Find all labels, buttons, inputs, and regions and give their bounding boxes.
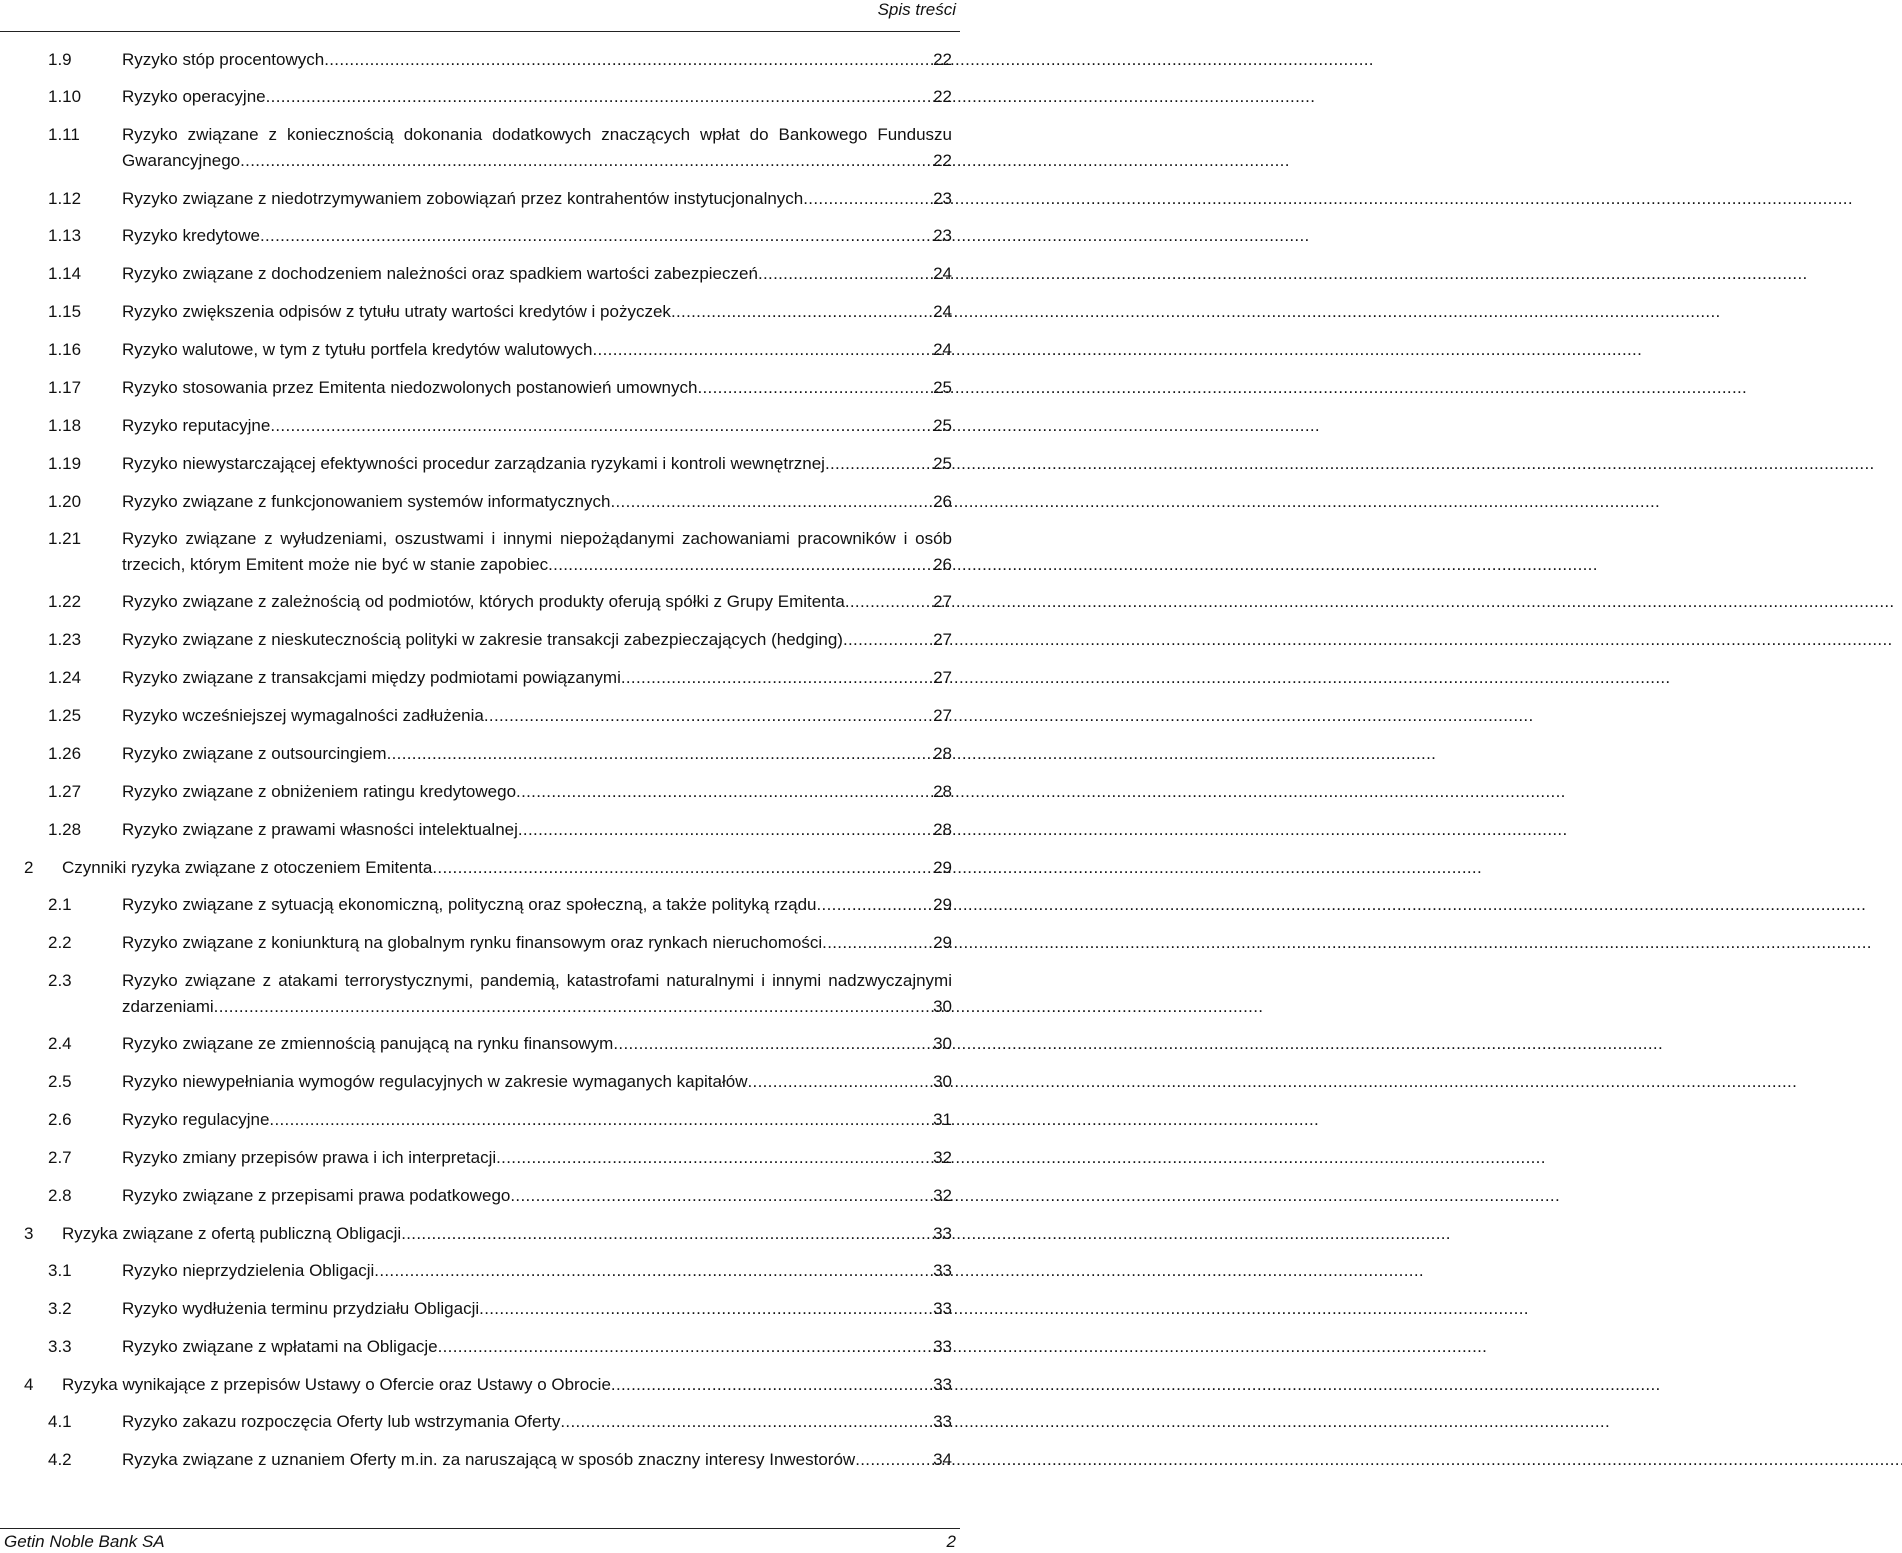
toc-entry-page: 33 bbox=[933, 1261, 952, 1280]
toc-entry-body bbox=[122, 589, 952, 615]
toc-entry-body bbox=[122, 186, 952, 212]
toc-leader-dots bbox=[758, 261, 931, 287]
toc-entry-number: 1.16 bbox=[48, 340, 82, 359]
toc-entry-body bbox=[122, 299, 952, 325]
toc-leader-dots bbox=[843, 627, 931, 653]
toc-leader-dots bbox=[560, 1409, 931, 1435]
toc-entry-title: Ryzyko nieprzydzielenia Obligacji bbox=[122, 1261, 375, 1280]
toc-leader-dots bbox=[269, 1107, 931, 1133]
toc-leader-dots bbox=[324, 47, 931, 73]
toc-entry-body bbox=[122, 930, 952, 956]
toc-leader-dots bbox=[613, 1031, 931, 1057]
page-header-title: Spis treści bbox=[877, 0, 956, 19]
toc-entry-title: Ryzyko związane z obniżeniem ratingu kredytowego bbox=[122, 782, 517, 801]
toc-entry-page: 27 bbox=[933, 630, 952, 649]
toc-entry-page: 32 bbox=[933, 1186, 952, 1205]
toc-entry-number: 1.24 bbox=[48, 668, 82, 687]
toc-entry-title: Ryzyko niewypełniania wymogów regulacyjnych w zakresie wymaganych kapitałów bbox=[122, 1072, 748, 1091]
toc-entry-title: Ryzyko związane z nieskutecznością polityki w zakresie transakcji zabezpieczających (hedging) bbox=[122, 630, 843, 649]
toc-leader-dots bbox=[518, 817, 931, 843]
toc-entry-title: Ryzyko związane z outsourcingiem bbox=[122, 744, 387, 763]
toc-entry-body bbox=[122, 489, 952, 515]
toc-entry-page: 25 bbox=[933, 378, 952, 397]
toc-entry-number: 2.4 bbox=[48, 1034, 72, 1053]
toc-entry-title: zdarzeniami bbox=[122, 996, 214, 1016]
toc-entry-number: 1.23 bbox=[48, 630, 82, 649]
toc-entry-title: Ryzyko związane ze zmiennością panującą na rynku finansowym bbox=[122, 1034, 614, 1053]
toc-entry-title: Ryzyko związane z prawami własności intelektualnej bbox=[122, 820, 518, 839]
toc-entry-number: 1.11 bbox=[48, 125, 80, 144]
toc-entry-title-line: Ryzyko związane z atakami terrorystycznymi, pandemią, katastrofami naturalnymi i innymi nadzwyczajnymi bbox=[122, 971, 952, 990]
toc-entry-number: 1.17 bbox=[48, 378, 82, 397]
toc-entry-page: 24 bbox=[933, 340, 952, 359]
toc-entry-number: 2.8 bbox=[48, 1186, 72, 1205]
toc-entry-body bbox=[122, 1183, 952, 1209]
toc-entry-title: Ryzyko związane z koniunkturą na globalnym rynku finansowym oraz rynkach nieruchomości bbox=[122, 933, 823, 952]
toc-entry-number: 1.12 bbox=[48, 189, 82, 208]
toc-entry-number: 1.25 bbox=[48, 706, 82, 725]
toc-leader-dots bbox=[240, 148, 931, 174]
toc-entry-title: Ryzyka wynikające z przepisów Ustawy o Ofercie oraz Ustawy o Obrocie bbox=[62, 1375, 611, 1394]
toc-entry-page: 33 bbox=[933, 1412, 952, 1431]
toc-entry-title: Ryzyka związane z uznaniem Oferty m.in. za naruszającą w sposób znaczny interesy Inwestorów bbox=[122, 1450, 856, 1469]
toc-entry-body bbox=[122, 741, 952, 767]
toc-entry-page: 28 bbox=[933, 744, 952, 763]
toc-entry-page: 25 bbox=[933, 416, 952, 435]
toc-entry-body bbox=[122, 1447, 952, 1473]
toc-entry-number: 1.10 bbox=[48, 87, 82, 106]
toc-entry-title: Ryzyko związane z niedotrzymywaniem zobowiązań przez kontrahentów instytucjonalnych bbox=[122, 189, 804, 208]
toc-entry-page: 30 bbox=[933, 1072, 952, 1091]
toc-entry-body bbox=[122, 375, 952, 401]
toc-entry-number: 2.2 bbox=[48, 933, 72, 952]
toc-entry-number: 1.28 bbox=[48, 820, 82, 839]
footer-divider bbox=[0, 1528, 960, 1529]
toc-entry-title: Ryzyko stosowania przez Emitenta niedozwolonych postanowień umownych bbox=[122, 378, 698, 397]
toc-entry-title: Czynniki ryzyka związane z otoczeniem Emitenta bbox=[62, 858, 433, 877]
toc-leader-dots bbox=[817, 892, 932, 918]
toc-leader-dots bbox=[621, 665, 931, 691]
toc-entry-number: 3.1 bbox=[48, 1261, 72, 1280]
toc-entry-page: 26 bbox=[933, 554, 952, 574]
toc-entry-number: 1.19 bbox=[48, 454, 82, 473]
toc-entry-number: 3.2 bbox=[48, 1299, 72, 1318]
toc-leader-dots bbox=[825, 451, 931, 477]
footer-company: Getin Noble Bank SA bbox=[4, 1532, 165, 1551]
toc-entry-page: 34 bbox=[933, 1450, 952, 1469]
toc-entry-title: Ryzyko walutowe, w tym z tytułu portfela kredytów walutowych bbox=[122, 340, 593, 359]
toc-entry-page: 33 bbox=[933, 1224, 952, 1243]
toc-entry-page: 27 bbox=[933, 592, 952, 611]
toc-leader-dots bbox=[438, 1334, 931, 1360]
toc-entry-body bbox=[122, 779, 952, 805]
toc-entry-page: 24 bbox=[933, 264, 952, 283]
toc-entry-number: 3 bbox=[24, 1224, 34, 1243]
toc-entry-body bbox=[122, 892, 952, 918]
toc-entry-title: Ryzyka związane z ofertą publiczną Obligacji bbox=[62, 1224, 402, 1243]
toc-entry-number: 1.14 bbox=[48, 264, 82, 283]
toc-entry-body bbox=[62, 855, 952, 881]
toc-entry-title: Ryzyko stóp procentowych bbox=[122, 50, 325, 69]
toc-entry-title: Ryzyko wydłużenia terminu przydziału Obligacji bbox=[122, 1299, 480, 1318]
toc-entry-body bbox=[122, 1409, 952, 1435]
toc-entry-body bbox=[122, 223, 952, 249]
toc-leader-dots bbox=[516, 779, 931, 805]
toc-entry-number: 2.5 bbox=[48, 1072, 72, 1091]
toc-entry-body bbox=[122, 413, 952, 439]
toc-entry-title: Ryzyko zakazu rozpoczęcia Oferty lub wstrzymania Oferty bbox=[122, 1412, 561, 1431]
toc-entry-title: Ryzyko operacyjne bbox=[122, 87, 266, 106]
toc-leader-dots bbox=[510, 1183, 931, 1209]
toc-leader-dots bbox=[845, 589, 931, 615]
toc-entry-number: 1.22 bbox=[48, 592, 82, 611]
toc-entry-title: trzecich, którym Emitent może nie być w stanie zapobiec bbox=[122, 554, 549, 574]
toc-leader-dots bbox=[214, 994, 931, 1020]
toc-entry-number: 1.18 bbox=[48, 416, 82, 435]
toc-entry-title: Ryzyko związane z wpłatami na Obligacje bbox=[122, 1337, 438, 1356]
toc-entry-title: Ryzyko związane z przepisami prawa podatkowego bbox=[122, 1186, 511, 1205]
toc-entry-number: 2.7 bbox=[48, 1148, 72, 1167]
toc-entry-title: Ryzyko kredytowe bbox=[122, 226, 260, 245]
toc-leader-dots bbox=[270, 413, 931, 439]
toc-entry-body bbox=[122, 1258, 952, 1284]
toc-entry-number: 2 bbox=[24, 858, 34, 877]
toc-leader-dots bbox=[593, 337, 932, 363]
toc-entry-number: 4.2 bbox=[48, 1450, 72, 1469]
toc-entry-page: 33 bbox=[933, 1299, 952, 1318]
toc-entry-page: 25 bbox=[933, 454, 952, 473]
toc-entry-page: 23 bbox=[933, 226, 952, 245]
toc-entry-page: 33 bbox=[933, 1375, 952, 1394]
toc-entry-title: Ryzyko związane z dochodzeniem należności oraz spadkiem wartości zabezpieczeń bbox=[122, 264, 758, 283]
toc-entry-page: 27 bbox=[933, 668, 952, 687]
toc-entry-page: 23 bbox=[933, 189, 952, 208]
toc-entry-number: 2.3 bbox=[48, 971, 72, 990]
toc-leader-dots bbox=[748, 1069, 932, 1095]
toc-entry-body bbox=[122, 1031, 952, 1057]
toc-entry-body bbox=[122, 1296, 952, 1322]
toc-entry-body bbox=[122, 968, 952, 1019]
toc-entry-page: 29 bbox=[933, 895, 952, 914]
toc-leader-dots bbox=[374, 1258, 931, 1284]
toc-entry-page: 33 bbox=[933, 1337, 952, 1356]
toc-leader-dots bbox=[479, 1296, 931, 1322]
toc-entry-page: 28 bbox=[933, 782, 952, 801]
toc-entry-page: 31 bbox=[933, 1110, 952, 1129]
toc-entry-page: 28 bbox=[933, 820, 952, 839]
toc-entry-body bbox=[122, 337, 952, 363]
toc-entry-body bbox=[122, 122, 952, 173]
toc-entry-number: 1.13 bbox=[48, 226, 82, 245]
toc-entry-page: 27 bbox=[933, 706, 952, 725]
toc-leader-dots bbox=[496, 1145, 931, 1171]
toc-entry-page: 29 bbox=[933, 858, 952, 877]
toc-entry-page: 22 bbox=[933, 50, 952, 69]
toc-entry-body bbox=[62, 1372, 952, 1398]
toc-leader-dots bbox=[610, 489, 931, 515]
toc-entry-number: 1.20 bbox=[48, 492, 82, 511]
toc-entry-number: 1.27 bbox=[48, 782, 82, 801]
toc-entry-body bbox=[122, 1069, 952, 1095]
toc-leader-dots bbox=[803, 186, 931, 212]
toc-entry-number: 1.15 bbox=[48, 302, 82, 321]
toc-leader-dots bbox=[387, 741, 932, 767]
toc-entry-page: 30 bbox=[933, 1034, 952, 1053]
toc-entry-title: Ryzyko niewystarczającej efektywności procedur zarządzania ryzykami i kontroli wewnętrznej bbox=[122, 454, 825, 473]
toc-entry-body bbox=[122, 1107, 952, 1133]
toc-entry-page: 30 bbox=[933, 996, 952, 1016]
toc-entry-title: Ryzyko związane z funkcjonowaniem systemów informatycznych bbox=[122, 492, 611, 511]
toc-entry-number: 3.3 bbox=[48, 1337, 72, 1356]
toc-leader-dots bbox=[548, 552, 931, 578]
toc-entry-title-line: Ryzyko związane z koniecznością dokonania dodatkowych znaczących wpłat do Bankowego Funduszu bbox=[122, 125, 952, 144]
toc-entry-title: Ryzyko zmiany przepisów prawa i ich interpretacji bbox=[122, 1148, 497, 1167]
toc-entry-title: Ryzyko związane z zależnością od podmiotów, których produkty oferują spółki z Grupy Emitenta bbox=[122, 592, 845, 611]
toc-entry-title: Ryzyko związane z transakcjami między podmiotami powiązanymi bbox=[122, 668, 621, 687]
toc-leader-dots bbox=[266, 84, 931, 110]
toc-entry-page: 32 bbox=[933, 1148, 952, 1167]
toc-entry-title: Ryzyko regulacyjne bbox=[122, 1110, 270, 1129]
toc-entry-title: Ryzyko związane z sytuacją ekonomiczną, polityczną oraz społeczną, a także polityką rządu bbox=[122, 895, 817, 914]
toc-entry-page: 29 bbox=[933, 933, 952, 952]
toc-entry-body bbox=[122, 1145, 952, 1171]
toc-entry-number: 1.9 bbox=[48, 50, 72, 69]
toc-entry-title: Ryzyko wcześniejszej wymagalności zadłużenia bbox=[122, 706, 484, 725]
toc-entry-number: 4 bbox=[24, 1375, 34, 1394]
toc-leader-dots bbox=[697, 375, 931, 401]
toc-leader-dots bbox=[822, 930, 931, 956]
toc-leader-dots bbox=[260, 223, 931, 249]
toc-entry-body bbox=[122, 84, 952, 110]
footer-page-number: 2 bbox=[946, 1532, 956, 1551]
toc-entry-title: Gwarancyjnego bbox=[122, 150, 241, 170]
toc-entry-body bbox=[122, 261, 952, 287]
toc-leader-dots bbox=[484, 703, 931, 729]
toc-entry-body bbox=[122, 526, 952, 577]
toc-leader-dots bbox=[855, 1447, 931, 1473]
toc-entry-body bbox=[122, 47, 952, 73]
toc-entry-number: 1.21 bbox=[48, 529, 82, 548]
toc-entry-page: 26 bbox=[933, 492, 952, 511]
toc-entry-page: 22 bbox=[933, 87, 952, 106]
toc-entry-body bbox=[62, 1221, 952, 1247]
toc-leader-dots bbox=[611, 1372, 931, 1398]
toc-entry-body bbox=[122, 1334, 952, 1360]
toc-entry-body bbox=[122, 703, 952, 729]
toc-entry-body bbox=[122, 451, 952, 477]
toc-entry-title: Ryzyko reputacyjne bbox=[122, 416, 271, 435]
toc-leader-dots bbox=[671, 299, 931, 325]
toc-entry-body bbox=[122, 817, 952, 843]
toc-entry-number: 2.6 bbox=[48, 1110, 72, 1129]
toc-entry-body bbox=[122, 627, 952, 653]
toc-leader-dots bbox=[432, 855, 931, 881]
toc-entry-number: 1.26 bbox=[48, 744, 82, 763]
toc-entry-number: 2.1 bbox=[48, 895, 72, 914]
toc-entry-page: 22 bbox=[933, 150, 952, 170]
toc-entry-body bbox=[122, 665, 952, 691]
toc-entry-title-line: Ryzyko związane z wyłudzeniami, oszustwami i innymi niepożądanymi zachowaniami pracowników i osób bbox=[122, 529, 952, 548]
toc-entry-number: 4.1 bbox=[48, 1412, 72, 1431]
toc-entry-title: Ryzyko zwiększenia odpisów z tytułu utraty wartości kredytów i pożyczek bbox=[122, 302, 671, 321]
toc-entry-page: 24 bbox=[933, 302, 952, 321]
toc-leader-dots bbox=[401, 1221, 931, 1247]
